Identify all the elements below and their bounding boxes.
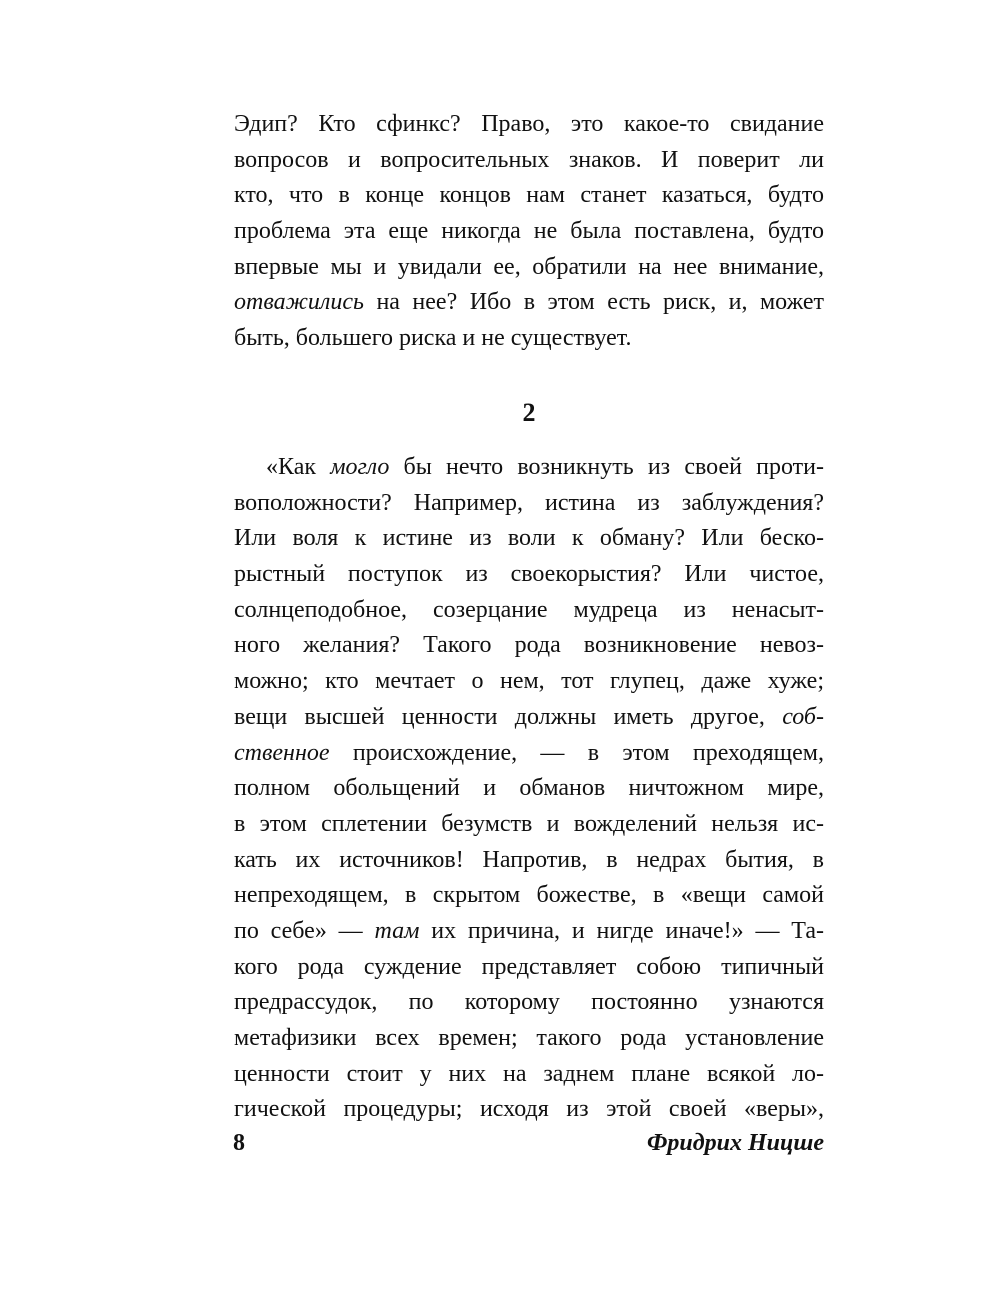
text-line: полном обольщений и обманов ничтожном мире, [234,775,824,802]
text-line: впервые мы и увидали ее, обратили на нее внимание, [234,253,824,280]
italic-emphasis: соб- [782,703,824,730]
text-line [234,736,824,772]
text-line: кто, что в конце концов нам станет казаться, будто [234,182,824,209]
text-span: «Как [266,454,331,480]
paragraph-2 [234,450,824,1128]
text-line: непреходящем, в скрытом божестве, в «вещи самой [234,882,824,909]
italic-emphasis: ственное [234,739,330,766]
text-line: ценности стоит у них на заднем плане всякой ло- [234,1060,824,1087]
text-span: на нее? Ибо в этом есть риск, и, может [376,289,824,316]
text-line: рыстный поступок из своекорыстия? Или чистое, [234,561,824,588]
italic-emphasis: там [374,917,420,944]
text-line: гической процедуры; исходя из этой своей «веры», [234,1096,824,1123]
section-number: 2 [522,398,536,427]
text-line: в этом сплетении безумств и вожделений нельзя ис- [234,810,824,837]
text-span: их причина, и нигде иначе!» — Та- [419,917,824,944]
text-line: ного желания? Такого рода возникновение невоз- [234,632,824,659]
text-line: проблема эта еще никогда не была поставлена, будто [234,218,824,245]
text-line: солнцеподобное, созерцание мудреца из ненасыт- [234,596,824,623]
text-line [234,914,824,950]
text-line: кого рода суждение представляет собою типичный [234,953,824,980]
text-line: быть, большего риска и не существует. [234,325,632,352]
paragraph-1 [234,107,824,357]
text-span: по себе» — [234,917,375,944]
text-line: метафизики всех времен; такого рода установление [234,1025,824,1051]
text-line: предрассудок, по которому постоянно узнаются [234,989,824,1016]
text-line [234,450,824,486]
text-span: происхождение, — в этом преходящем, [329,739,824,766]
text-span: бы нечто возникнуть из своей проти- [389,454,824,480]
running-footer-author: Фридрих Ницше [646,1130,824,1156]
text-line [234,700,824,736]
text-line: Эдип? Кто сфинкс? Право, это какое-то свидание [234,111,824,137]
italic-emphasis: могло [330,454,390,480]
italic-emphasis: отважились [234,289,364,316]
text-line: вопросов и вопросительных знаков. И поверит ли [234,146,824,173]
page-number: 8 [233,1130,245,1156]
text-span: вещи высшей ценности должны иметь другое, [234,703,783,730]
text-line: можно; кто мечтает о нем, тот глупец, даже хуже; [234,668,824,695]
text-line: воположности? Например, истина из заблуждения? [234,489,824,516]
text-line: Или воля к истине из воли к обману? Или беско- [234,525,824,552]
text-line [234,285,824,321]
text-line: кать их источников! Напротив, в недрах бытия, в [234,846,824,873]
